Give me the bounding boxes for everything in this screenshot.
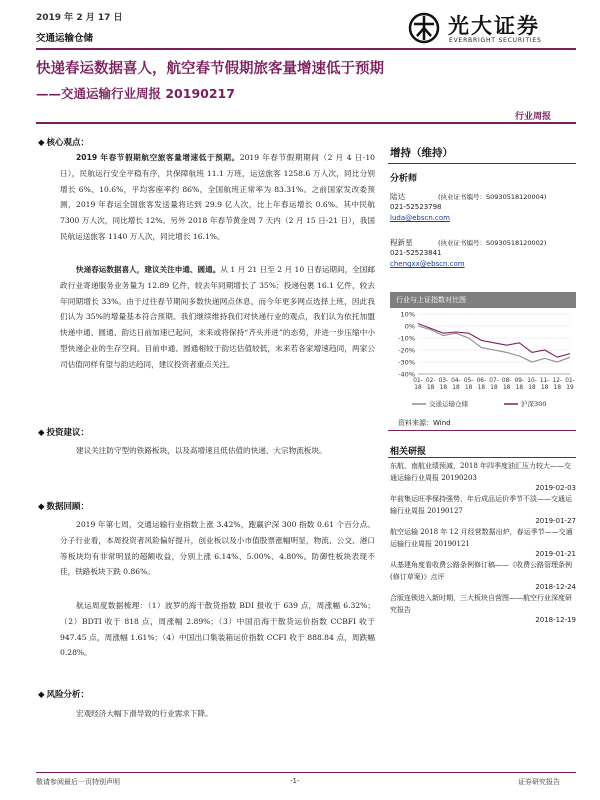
related-report-date: 2018-12-24 [535, 583, 576, 591]
analyst-name: 陆达 [390, 192, 406, 201]
logo-text-en: EVERBRIGHT SECURITIES [449, 37, 542, 44]
chart-y-tick-label: -10% [398, 334, 415, 343]
chart-x-tick-label: 01- [565, 378, 575, 384]
chart-x-tick-label: 04- [451, 378, 461, 384]
core-p2-body: 从 1 月 21 日至 2 月 10 日春运期间，全国邮政行业寄递服务业务量为 12.89 亿件，较去年同期增长了 35%；投递包裹 16.1 亿件，较去年同期增长 33%。由于过往春节期间多数快递网点休息，而今年更多网点选择上班，因此我们认为 35%的增量基本符合预期。我们继续维持我们对快递行业的观点，我们认为依托加盟快递中通、圆通、韵达日前加速已起问，未来或将保持“齐头并进”的态势，并进一步压缩中小型快递企业的生存空间。目前申通、圆通相较于韵达估值较低，未来若各家增速趋同，两家公司估值同样有望与韵达趋同，建议投资者重点关注。 [60, 265, 375, 369]
core-p1-body: 2019 年春节假期期间（2 月 4 日-10 日），民航运行安全平稳有序，共保障航班 11.1 万班，运送旅客 1258.6 万人次，同比分别增长 6%、10.6%，平均客座率约 86%，全国航班正常率为 83.31%。之前国家发改委预测，2019 年春运全国旅客发送量将达到 29.9 亿人次，比上年春运增长 0.6%。其中民航 7300 万人次，同比增长 12%。另外 2018 年春节黄金周 7 天内（2 月 15 日-21 日），我国民航运送旅客 1140 万人次，同比增长 16.1%。 [60, 153, 375, 241]
chart-x-tick-label: 18 [414, 385, 422, 391]
chart-x-tick-label: 18 [439, 385, 448, 391]
analyst-email-link[interactable]: chengxx@ebscn.com [390, 260, 465, 268]
chart-source: 资料来源：Wind [398, 419, 451, 427]
chart-x-tick-label: 11- [539, 378, 550, 384]
core-heading: ◆ 核心观点： [38, 138, 90, 148]
chart-x-tick-label: 18 [490, 385, 498, 391]
rating-label: 增持（维持） [390, 147, 453, 159]
chart-x-tick-label: 18 [426, 385, 435, 391]
chart-x-tick-label: 18 [477, 385, 486, 391]
logo-text-cn: 光大证券 [448, 13, 540, 38]
related-report-link[interactable]: 从基建角度看收费公路条例修订稿——《收费公路管理条例(修订草案)》点评 [390, 561, 572, 581]
chart-series-line [418, 324, 570, 358]
rating-divider [388, 163, 576, 164]
chart-x-tick-label: 05- [463, 378, 474, 384]
chart-y-tick-label: 0% [404, 322, 415, 331]
chart-x-tick-label: 06- [476, 378, 487, 384]
diamond-bullet-icon: ◆ [38, 690, 45, 700]
core-p2-lead: 快递春运数据喜人，建议关注申通、圆通。 [76, 265, 221, 274]
company-logo [408, 10, 578, 50]
related-report-date: 2019-02-03 [535, 484, 576, 492]
risk-paragraph: 宏观经济大幅下滑导致的行业需求下降。 [76, 709, 213, 718]
report-sector: 交通运输仓储 [36, 33, 94, 44]
chart-x-tick-label: 19 [566, 385, 574, 391]
related-report-date: 2019-01-27 [535, 517, 576, 525]
header-divider [36, 48, 576, 50]
related-report-link[interactable]: 航空运输 2018 年 12 月经营数据出炉，春运季节——交通运输行业周报 20190121 [390, 528, 573, 548]
chart-canvas [390, 308, 576, 414]
core-paragraph-1 [60, 150, 375, 245]
diamond-bullet-icon: ◆ [38, 138, 45, 148]
related-report-link[interactable]: 合版连锁进入新时期，三大板块自营图——航空行业深度研究报告 [390, 594, 572, 614]
analyst-heading: 分析师 [390, 174, 418, 184]
review-paragraph-2: 航运周度数据梳理：（1）波罗的海干散货指数 BDI 报收于 639 点，周涨幅 6.32%；（2）BDTI 收于 818 点，周涨幅 2.89%；（3）中国沿海干散货运价指数 CCBFI 收于 947.45 点，周涨幅 1.61%；（4）中国出口集装箱运价指数 CCFI 收于 888.84 点，周跌幅 0.28%。 [60, 601, 375, 658]
chart-x-tick-label: 03- [438, 378, 449, 384]
related-divider [388, 457, 576, 458]
footer-divider [36, 772, 576, 773]
chart-series-line [418, 326, 570, 362]
chart-y-tick-label: -40% [398, 370, 415, 379]
chart-x-tick-label: 07- [489, 378, 499, 384]
page-number: -1- [290, 777, 300, 785]
report-title: 快递春运数据喜人，航空春节假期旅客量增速低于预期 [36, 61, 384, 77]
chart-legend-label: 交通运输仓储 [429, 400, 468, 408]
advice-heading: ◆ 投资建议： [38, 428, 90, 438]
related-report-link[interactable]: 年前集运旺季保持强势，年后成品运价季节不淡——交通运输行业周报 20190127 [390, 495, 572, 515]
review-heading: ◆ 数据回顾： [38, 502, 90, 512]
analyst-name: 程新星 [390, 238, 413, 247]
chart-legend-label: 沪深300 [521, 400, 547, 408]
chart-x-tick-label: 08- [501, 378, 512, 384]
chart-title: 行业与上证指数对比图 [390, 292, 576, 308]
analyst-cert: (执业证书编号：S0930518120002) [438, 239, 547, 247]
chart-x-tick-label: 09- [514, 378, 525, 384]
chart-y-tick-label: -30% [398, 358, 415, 367]
report-subtitle: ——交通运输行业周报 20190217 [36, 86, 235, 101]
analyst-phone: 021-52523841 [390, 249, 442, 257]
advice-paragraph: 建议关注防守型的铁路板块，以及高增速且低估值的快递、大宗物流板块。 [76, 446, 327, 455]
chart-y-tick-label: -20% [398, 346, 415, 355]
chart-x-tick-label: 18 [553, 385, 562, 391]
logo-mark-icon [408, 12, 440, 44]
title-divider [36, 122, 576, 124]
chart-x-tick-label: 18 [452, 385, 460, 391]
chart-y-tick-label: 10% [400, 310, 415, 319]
footer-label: 证券研究报告 [518, 778, 560, 786]
report-type-label: 行业周报 [515, 112, 552, 122]
chart-x-tick-label: 10- [527, 378, 537, 384]
chart-x-tick-label: 12- [552, 378, 563, 384]
diamond-bullet-icon: ◆ [38, 502, 45, 512]
analyst-cert: (执业证书编号：S0930518120004) [438, 193, 547, 201]
core-p1-lead: 2019 年春节假期航空旅客量增速低于预期。 [76, 153, 240, 162]
chart-x-tick-label: 18 [540, 385, 549, 391]
chart-x-tick-label: 18 [515, 385, 524, 391]
chart-x-tick-label: 02- [425, 378, 436, 384]
comparison-chart [390, 292, 576, 414]
analyst-email-link[interactable]: luda@ebscn.com [390, 214, 450, 222]
chart-x-tick-label: 01- [413, 378, 423, 384]
footer-disclaimer: 敬请参阅最后一页特别声明 [36, 778, 120, 786]
risk-heading: ◆ 风险分析： [38, 690, 90, 700]
report-date: 2019 年 2 月 17 日 [36, 13, 123, 23]
related-report-date: 2019-01-21 [535, 550, 576, 558]
chart-divider [388, 430, 576, 431]
analyst-phone: 021-52523798 [390, 203, 442, 211]
review-paragraph-1: 2019 年第七周，交通运输行业指数上涨 3.42%，跑赢沪深 300 指数 0.61 个百分点。分子行业看，本周投资者风险偏好提升，创业板以及小市值股票涨幅明显，物流、公交、港口等板块均有非常明显的超额收益，分别上涨 6.14%、5.00%、4.80%。防御性板块表现不佳，铁路板块下跌 0.86%。 [60, 520, 375, 577]
chart-x-tick-label: 18 [464, 385, 473, 391]
chart-x-tick-label: 18 [502, 385, 511, 391]
related-report-date: 2018-12-19 [535, 616, 576, 624]
core-paragraph-2 [60, 262, 375, 373]
related-report-link[interactable]: 东航、南航业绩预减，2018 年四季度油汇压力较大——交通运输行业周报 20190203 [390, 462, 572, 482]
diamond-bullet-icon: ◆ [38, 428, 45, 438]
chart-x-tick-label: 18 [528, 385, 536, 391]
related-reports-heading: 相关研报 [390, 447, 427, 457]
